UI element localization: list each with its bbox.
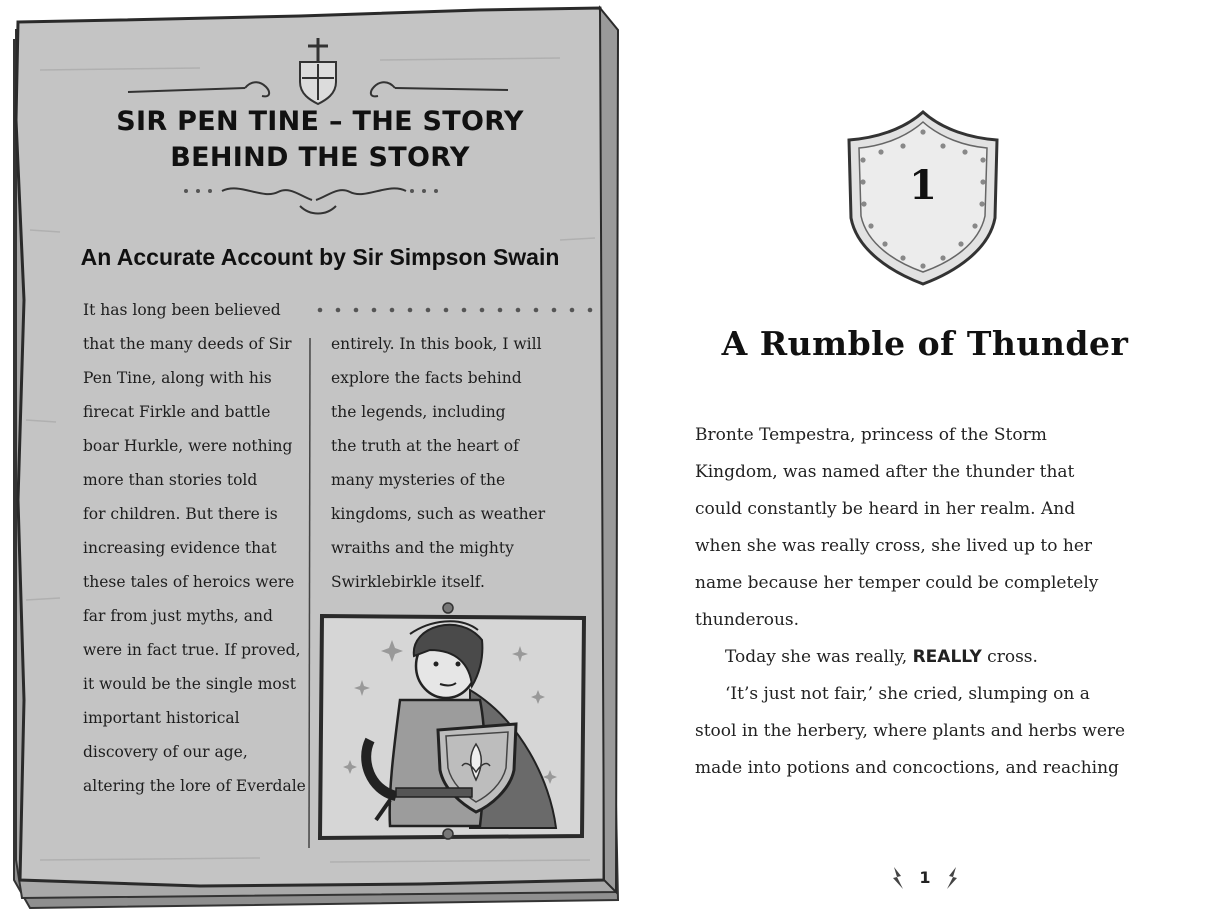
column1-line: altering the lore of Everdale (83, 777, 306, 795)
column2-line: the truth at the heart of (331, 437, 519, 455)
chapter-title: A Rumble of Thunder (721, 324, 1129, 363)
chapter-number: 1 (909, 162, 937, 209)
column2-line: kingdoms, such as weather (331, 505, 546, 523)
column1-line: were in fact true. If proved, (83, 641, 301, 659)
lightning-bolt-icon (944, 866, 960, 890)
board-title-line1: SIR PEN TINE – THE STORY (116, 106, 524, 137)
body-line: stool in the herbery, where plants and herbs were (695, 721, 1126, 741)
column1-line: firecat Firkle and battle (83, 403, 271, 421)
body-line: ‘It’s just not fair,’ she cried, slumping on a (725, 684, 1090, 704)
body-line: made into potions and concoctions, and reaching (695, 758, 1119, 778)
column2-line: the legends, including (331, 403, 506, 421)
column1-line: Pen Tine, along with his (83, 369, 272, 387)
body-text-span: cross. (981, 647, 1038, 667)
column1-line: that the many deeds of Sir (83, 335, 292, 353)
body-line: Bronte Tempestra, princess of the Storm (695, 425, 1047, 445)
column1-line: increasing evidence that (83, 539, 277, 557)
knight-illustration (320, 603, 584, 839)
column2-line: Swirklebirkle itself. (331, 573, 485, 591)
column1-line: these tales of heroics were (83, 573, 295, 591)
body-line: thunderous. (695, 610, 800, 630)
column1-line: for children. But there is (83, 505, 278, 523)
column2-line: wraiths and the mighty (331, 539, 514, 557)
body-line: Kingdom, was named after the thunder that (695, 462, 1075, 482)
column1-line: discovery of our age, (83, 743, 248, 761)
column2-line: entirely. In this book, I will (331, 335, 542, 353)
body-line: could constantly be heard in her realm. And (695, 499, 1076, 519)
column2-line: explore the facts behind (331, 369, 522, 387)
board-title-line2: BEHIND THE STORY (170, 142, 470, 173)
column1-line: boar Hurkle, were nothing (83, 437, 293, 455)
column1-line: It has long been believed (83, 301, 281, 319)
body-text-span: Today she was really, (725, 647, 913, 667)
column1-line: it would be the single most (83, 675, 296, 693)
board-subtitle: An Accurate Account by Sir Simpson Swain (80, 244, 560, 270)
column1-line: important historical (83, 709, 240, 727)
bold-emphasis: REALLY (912, 647, 982, 667)
body-line: name because her temper could be completely (695, 573, 1099, 593)
page-number: 1 (919, 868, 931, 887)
column1-line: more than stories told (83, 471, 258, 489)
body-line-emphasis (725, 647, 1038, 667)
body-line: when she was really cross, she lived up to her (695, 536, 1093, 556)
column2-line: many mysteries of the (331, 471, 506, 489)
column1-line: far from just myths, and (83, 607, 273, 625)
